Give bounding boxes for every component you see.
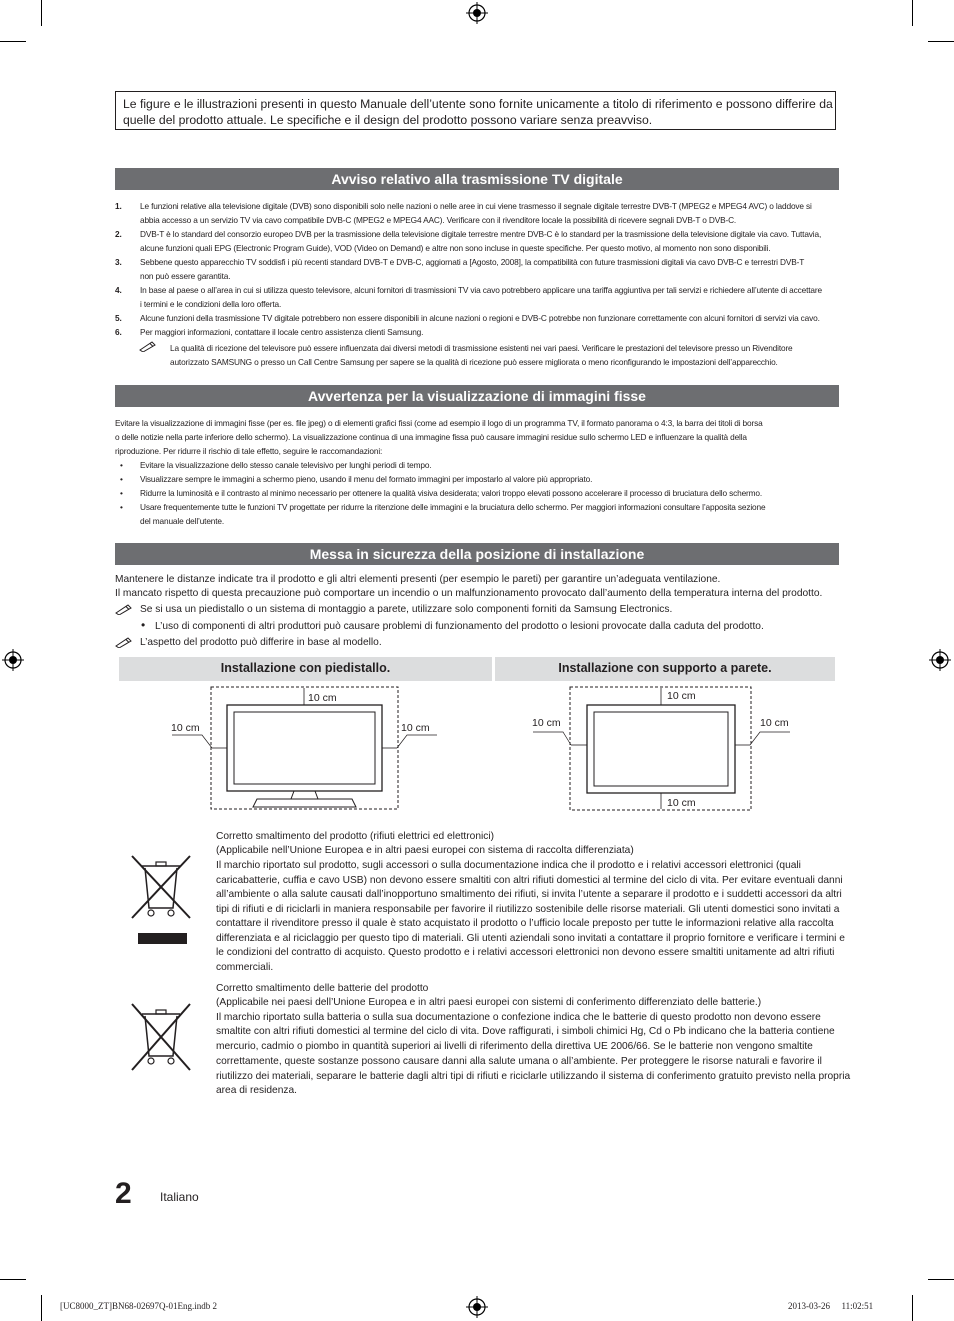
list-item-text: Alcune funzioni della trasmissione TV digitale potrebbero non essere disponibili in alcune nazioni o regioni e DVB-C potrebbe non funzionare correttamente con alcuni fornitori di servizi via cavo. [140,313,820,323]
battery-title: Corretto smaltimento delle batterie del prodotto [216,983,429,994]
crop-mark [912,0,913,26]
bullet-text: Evitare la visualizzazione dello stesso canale televisivo per lunghi periodi di tempo. [140,460,432,470]
print-timestamp: 2013-03-26   11:02:51 [788,1301,874,1311]
list-item-text: DVB-T è lo standard del consorzio europeo DVB per la trasmissione della televisione digitale terrestre mentre DVB-C è lo standard per la trasmissione della televisione digitale via cavo. Tuttavia, [140,229,822,239]
bullet-marker: • [120,460,123,470]
list-item-text: abbia accesso a un servizio TV via cavo compatibile DVB-C (MPEG2 e MPEG4 AAC). Verificare con il rivenditore locale la possibilità di ricevere segnali DVB-T o DVB-C. [140,215,737,225]
section-header-still-images: Avvertenza per la visualizzazione di immagini fisse [115,385,839,407]
list-number: 3. [115,257,122,267]
paragraph-line: contattare il rivenditore presso il quale è stato acquistato il prodotto o l’ufficio locale preposto per tutte le informazioni relative alla raccolta [216,918,834,929]
paragraph-line: Mantenere le distanze indicate tra il prodotto e gli altri elementi presenti (per esempio le pareti) per garantire un’adeguata ventilazione. [115,574,721,585]
paragraph-line: all’ambiente o alla salute causati dall’inopportuno smaltimento dei rifiuti, si invita l’utente a separare il prodotto e i suddetti accessori da altri [216,889,842,900]
paragraph-line: (Applicabile nell’Unione Europea e in altri paesi europei con sistema di raccolta differenziata) [216,845,634,856]
tv-stand-diagram [160,685,450,815]
crop-mark [928,1279,954,1280]
bullet-marker: • [120,474,123,484]
disclaimer-box: Le figure e le illustrazioni presenti in questo Manuale dell’utente sono fornite unicamente a titolo di riferimento e possono differire da quelle del prodotto attuale. Le specifiche e il design del prodotto possono variare senza preavviso. [115,91,836,130]
list-number: 5. [115,313,122,323]
paragraph-line: Evitare la visualizzazione di immagini fisse (per es. file jpeg) o di elementi grafici fissi (come ad esempio il logo di un programma TV, il formato panorama o 4:3, la barra dei titoli di borsa [115,418,763,428]
bullet-text: Ridurre la luminosità e il contrasto al minimo necessario per ottenere la qualità visiva desiderata; valori troppo elevati possono accelerare il processo di bruciatura dello schermo. [140,488,763,498]
distance-label-left: 10 cm [532,717,561,729]
paragraph-line: correttamente, queste sostanze possono causare danni alla salute umana o all’ambiente. Per proteggere le risorse naturali e favorire il [216,1056,822,1067]
paragraph-line: mercurio, cadmio o piombo in quantità superiori ai livelli di riferimento della direttiva UE 2006/66. Se le batterie non vengono smaltite [216,1041,813,1052]
crop-mark [41,0,42,26]
caption-stand-installation: Installazione con piedistallo. [119,657,492,681]
battery-crossed-bin-icon [128,1000,194,1075]
list-item-text: i termini e le condizioni della loro offerta. [140,299,282,309]
crop-mark [0,41,26,42]
note-pencil-icon [139,340,157,352]
registration-mark-icon [929,649,951,671]
bullet-text: Visualizzare sempre le immagini a schermo pieno, usando il menu del formato immagini per impostarlo al valore più appropriato. [140,474,593,484]
section-header-installation: Messa in sicurezza della posizione di installazione [115,543,839,565]
bullet-marker: • [141,618,146,632]
bullet-marker: • [120,502,123,512]
paragraph-line: smaltite con altri rifiuti domestici al termine del ciclo di vita. Dove raffigurati, i simboli chimici Hg, Cd o Pb indicano che la batteria contiene [216,1026,835,1037]
list-item-text: Per maggiori informazioni, contattare il locale centro assistenza clienti Samsung. [140,327,424,337]
crop-mark [0,1279,26,1280]
list-item-text: In base al paese o all’area in cui si utilizza questo televisore, alcuni fornitori di trasmissioni TV via cavo potrebbero applicare una tariffa aggiuntiva per tali servizi e richiedere all’utente di accettare [140,285,822,295]
note-text: La qualità di ricezione del televisore può essere influenzata dai diversi metodi di trasmissione esistenti nei vari paesi. Verificare le prestazioni del televisore presso un Rivenditore [170,343,793,353]
note-text: L’aspetto del prodotto può differire in base al modello. [140,637,382,648]
distance-label-right: 10 cm [401,722,430,734]
list-number: 6. [115,327,122,337]
section-header-digital-tv: Avviso relativo alla trasmissione TV digitale [115,168,839,190]
note-text: Se si usa un piedistallo o un sistema di montaggio a parete, utilizzare solo componenti forniti da Samsung Electronics. [140,604,673,615]
print-file-slug: [UC8000_ZT]BN68-02697Q-01Eng.indb 2 [60,1301,217,1311]
note-pencil-icon [115,603,133,615]
paragraph-line: area di residenza. [216,1085,297,1096]
paragraph-line: differenziata e al riciclaggio per questo tipo di materiali. Gli utenti aziendali sono invitati a contattare il proprio fornitore e verificare i termini e [216,933,845,944]
list-item-text: Sebbene questo apparecchio TV soddisfi i più recenti standard DVB-T e DVB-C, aggiornati a [Agosto, 2008], la compatibilità con future trasmissioni digitali via cavo DVB-C e terrestri DVB-T [140,257,805,267]
distance-label-bottom: 10 cm [667,797,696,809]
distance-label-left: 10 cm [171,722,200,734]
distance-label-top: 10 cm [667,690,696,702]
registration-mark-icon [466,1296,488,1318]
list-number: 4. [115,285,122,295]
list-item-text: alcune funzioni quali EPG (Electronic Program Guide), VOD (Video on Demand) e altre non sono incluse in queste specifiche. Per questo motivo, al momento non sono disponibili. [140,243,771,253]
page-number: 2 [115,1177,132,1210]
note-text: autorizzato SAMSUNG o presso un Call Centre Samsung per sapere se la qualità di ricezione può essere migliorata o meno riconfigurando le impostazioni dell’apparecchio. [170,357,778,367]
bullet-text: Usare frequentemente tutte le funzioni TV progettate per ridurre la ritenzione delle immagini e la bruciatura dello schermo. Per maggiori informazioni consultare l’apposita sezione [140,502,766,512]
bullet-marker: • [120,488,123,498]
bullet-text: L’uso di componenti di altri produttori può causare problemi di funzionamento del prodotto o lesioni provocate dalla caduta del prodotto. [155,621,764,632]
caption-wall-installation: Installazione con supporto a parete. [495,657,835,681]
paragraph-line: o delle notizie nella parte inferiore dello schermo). La visualizzazione continua di una immagine fissa può causare immagini residue sullo schermo LED e influenzare la qualità della [115,432,747,442]
note-pencil-icon [115,636,133,648]
paragraph-line: riproduzione. Per ridurre il rischio di tale effetto, seguire le raccomandazioni: [115,446,383,456]
list-item-text: Le funzioni relative alla televisione digitale (DVB) sono disponibili solo nelle nazioni o nelle aree in cui viene trasmesso il segnale digitale terrestre DVB-T (MPEG2 e MPEG4 AVC) o laddove si [140,201,812,211]
registration-mark-icon [466,2,488,24]
paragraph-line: riutilizzo dei materiali, separare le batterie dagli altri tipi di rifiuti e riciclarle utilizzando il sistema di conferimento gratuito previsto nella propria [216,1071,851,1082]
paragraph-line: le condizioni del contratto di acquisto. Questo prodotto e i relativi accessori elettronici non devono essere smaltiti unitamente ad altri rifiuti [216,947,835,958]
crop-mark [41,1295,42,1321]
paragraph-line: caricabatterie, cuffia e cavo USB) non devono essere smaltiti con altri rifiuti domestici al termine del ciclo di vita. Per evitare eventuali danni [216,875,843,886]
crop-mark [912,1295,913,1321]
list-item-text: non può essere garantita. [140,271,231,281]
bullet-text: del manuale dell’utente. [140,516,225,526]
distance-label-right: 10 cm [760,717,789,729]
paragraph-line: Il mancato rispetto di questa precauzione può comportare un incendio o un malfunzionamento provocato dall’aumento della temperatura interna del prodotto. [115,588,823,599]
weee-title: Corretto smaltimento del prodotto (rifiuti elettrici ed elettronici) [216,831,495,842]
page-language: Italiano [160,1190,199,1204]
tv-wall-mount-diagram [530,685,795,815]
weee-crossed-bin-icon [128,852,194,947]
paragraph-line: Il marchio riportato sul prodotto, sugli accessori o sulla documentazione indica che il prodotto e i relativi accessori elettronici (quali [216,860,801,871]
list-number: 1. [115,201,122,211]
paragraph-line: tipi di rifiuti e di riciclarli in maniera responsabile per favorire il riutilizzo sostenibile delle risorse materiali. Gli utenti domestici sono invitati a [216,904,840,915]
paragraph-line: Il marchio riportato sulla batteria o sulla sua documentazione o confezione indica che le batterie di questo prodotto non devono essere [216,1012,821,1023]
paragraph-line: (Applicabile nei paesi dell’Unione Europea e in altri paesi europei con sistemi di conferimento differenziato delle batterie.) [216,997,762,1008]
crop-mark [928,41,954,42]
registration-mark-icon [2,649,24,671]
paragraph-line: commerciali. [216,962,274,973]
distance-label-top: 10 cm [308,692,337,704]
list-number: 2. [115,229,122,239]
